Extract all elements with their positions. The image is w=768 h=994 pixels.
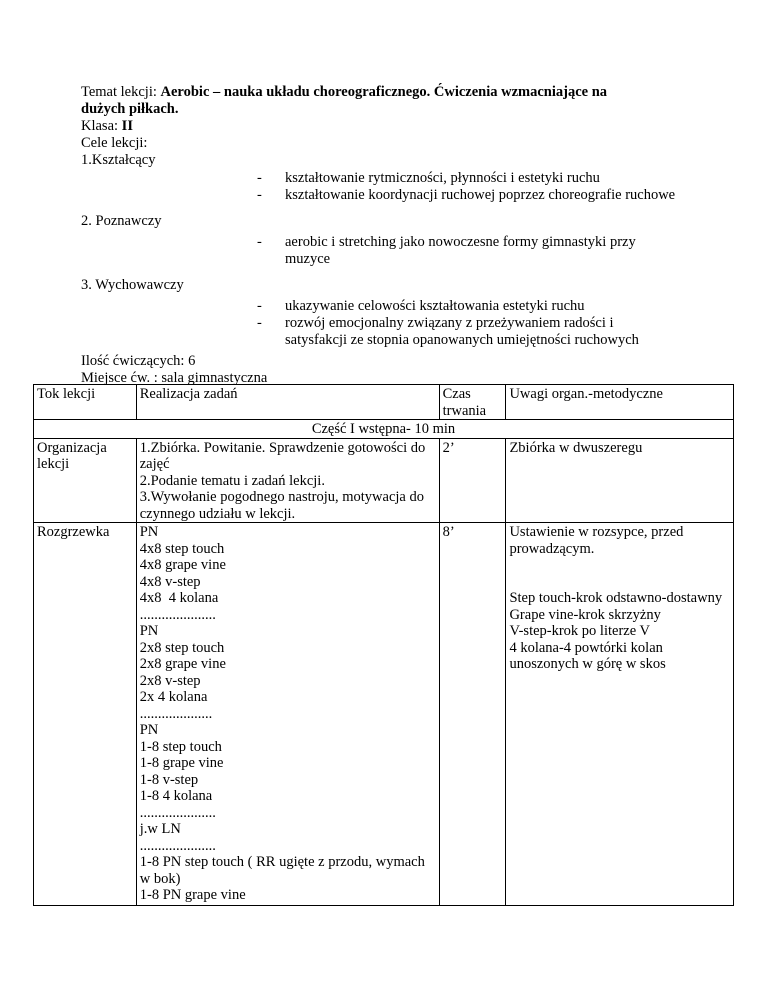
topic-line (81, 84, 681, 101)
exercise-place: Miejsce ćw. : sala gimnastyczna (81, 370, 268, 386)
goal-item-text: kształtowanie koordynacji ruchowej poprzez choreografie ruchowe (285, 187, 676, 203)
goal-list-educational (257, 170, 677, 204)
goal-item-text: kształtowanie rytmiczności, płynności i estetyki ruchu (285, 170, 600, 186)
task-item: 1-8 grape vine (139, 755, 224, 771)
task-item: 4x8 4 kolana (139, 590, 219, 606)
task-item: 1-8 PN grape vine (139, 887, 246, 903)
notes-cell (506, 438, 734, 523)
class-line (81, 118, 681, 135)
goal-title-cognitive: 2. Poznawczy (81, 213, 162, 229)
table-row-warmup (34, 523, 734, 906)
tasks-cell (136, 438, 439, 523)
table-header-row (34, 385, 734, 420)
lesson-plan-table (33, 384, 734, 906)
task-item: 2x8 grape vine (139, 656, 226, 672)
section-row (34, 420, 734, 439)
task-item: 4x8 v-step (139, 573, 201, 590)
note-item: V-step-krok po literze V (509, 623, 650, 639)
goal-item: - kształtowanie koordynacji ruchowej poprzez choreografie ruchowe (257, 187, 676, 203)
header-notes: Uwagi organ.-metodyczne (506, 385, 734, 420)
task-item: 2x 4 kolana (139, 689, 208, 705)
goal-item-text: ukazywanie celowości kształtowania estetyki ruchu (285, 298, 585, 314)
task-item: 2x8 step touch (139, 639, 225, 656)
goal-item-text: aerobic i stretching jako nowoczesne formy gimnastyki przy muzyce (285, 234, 636, 267)
task-item: 1-8 PN step touch ( RR ugięte z przodu, wymach w bok) (139, 854, 425, 887)
time-cell: 2’ (439, 438, 506, 523)
participants-count: Ilość ćwiczących: 6 (81, 353, 196, 369)
goal-item: - kształtowanie rytmiczności, płynności i estetyki ruchu (257, 170, 600, 186)
goal-list-cognitive (257, 234, 677, 268)
task-item: 3.Wywołanie pogodnego nastroju, motywacja do czynnego udziału w lekcji. (139, 489, 424, 522)
note-item: 4 kolana-4 powtórki kolan unoszonych w górę w skos (509, 639, 666, 672)
stage-cell: Rozgrzewka (34, 523, 137, 906)
goal-list-upbringing (257, 298, 677, 349)
note-item: Grape vine-krok skrzyżny (509, 606, 661, 623)
notes-cell (506, 523, 734, 906)
class-label: Klasa: (81, 118, 119, 134)
topic-label: Temat lekcji: (81, 84, 157, 100)
task-item: j.w LN (139, 821, 181, 837)
task-separator: ..................... (139, 804, 216, 821)
header-time: Czas trwania (439, 385, 506, 420)
task-separator: ..................... (139, 837, 216, 854)
task-item: 2x8 v-step (139, 672, 201, 689)
lesson-header (81, 84, 681, 387)
note-item: Zbiórka w dwuszeregu (509, 439, 643, 456)
topic-line-2 (81, 101, 681, 118)
topic-text-continued: dużych piłkach. (81, 101, 179, 117)
topic-text: Aerobic – nauka układu choreograficznego. Ćwiczenia wzmacniające na (160, 84, 608, 100)
goal-item: - ukazywanie celowości kształtowania estetyki ruchu (257, 298, 585, 314)
section-title: Część I wstępna- 10 min (34, 420, 734, 439)
task-item: PN (139, 623, 159, 639)
task-item: 1-8 step touch (139, 738, 222, 755)
task-separator: ..................... (139, 606, 216, 623)
table-row-organization (34, 438, 734, 523)
class-value: II (121, 118, 133, 134)
note-spacer (509, 557, 730, 590)
header-tasks: Realizacja zadań (136, 385, 439, 420)
task-item: PN (139, 722, 159, 738)
goals-label: Cele lekcji: (81, 135, 148, 151)
task-separator: .................... (139, 705, 213, 722)
tasks-cell (136, 523, 439, 906)
goal-title-educational: 1.Kształcący (81, 152, 156, 168)
task-item: 1.Zbiórka. Powitanie. Sprawdzenie gotowości do zajęć (139, 439, 426, 472)
goal-item: - rozwój emocjonalny związany z przeżywaniem radości i satysfakcji ze stopnia opanowanych umiejętności ruchowych (257, 315, 639, 348)
goal-item: - aerobic i stretching jako nowoczesne formy gimnastyki przy muzyce (257, 234, 636, 267)
task-item: 2.Podanie tematu i zadań lekcji. (139, 472, 325, 489)
time-cell: 8’ (439, 523, 506, 906)
header-stage: Tok lekcji (34, 385, 137, 420)
stage-cell: Organizacja lekcji (34, 438, 137, 523)
note-item: Ustawienie w rozsypce, przed prowadzącym. (509, 524, 684, 557)
note-item: Step touch-krok odstawno-dostawny (509, 590, 723, 606)
goal-title-upbringing: 3. Wychowawczy (81, 277, 184, 293)
task-item: PN (139, 524, 159, 540)
task-item: 1-8 v-step (139, 771, 199, 788)
task-item: 1-8 4 kolana (139, 788, 213, 804)
task-item: 4x8 grape vine (139, 557, 226, 573)
goal-item-text: rozwój emocjonalny związany z przeżywaniem radości i satysfakcji ze stopnia opanowanych umiejętności ruchowych (285, 315, 639, 348)
task-item: 4x8 step touch (139, 540, 225, 557)
